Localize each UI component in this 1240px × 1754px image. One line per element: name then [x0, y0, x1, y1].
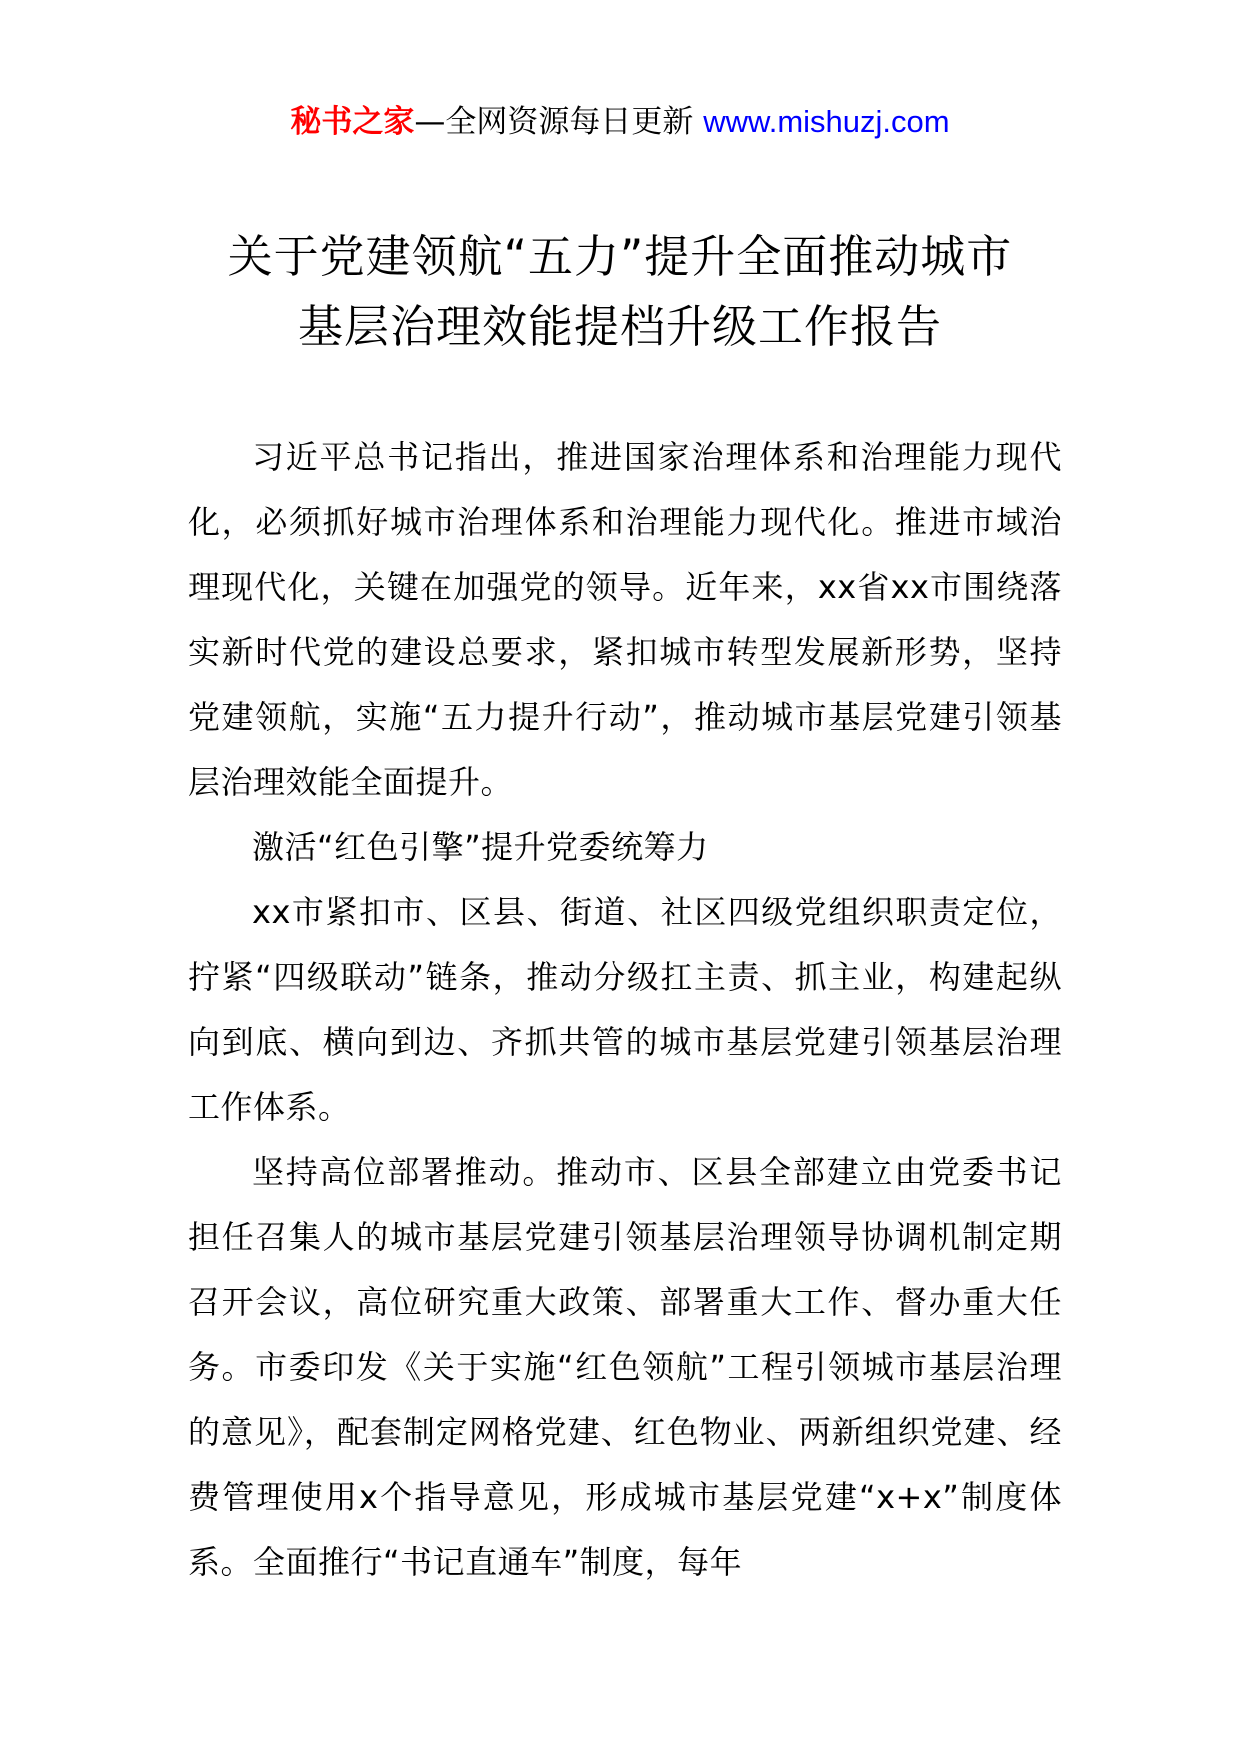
brand-name: 秘书之家: [290, 104, 415, 140]
title-line-2: 基层治理效能提档升级工作报告: [297, 300, 942, 353]
document-body: [188, 425, 1062, 1595]
header-tagline: —全网资源每日更新: [414, 104, 694, 140]
section-heading: 激活“红色引擎”提升党委统筹力: [252, 828, 709, 866]
page-header: [0, 100, 1240, 144]
site-url-link[interactable]: www.mishuzj.com: [703, 104, 950, 139]
document-title: [0, 222, 1240, 362]
title-line-1: 关于党建领航“五力”提升全面推动城市: [227, 230, 1013, 283]
body-paragraph: xx市紧扣市、区县、街道、社区四级党组织职责定位，拧紧“四级联动”链条，推动分级扛主责、抓主业，构建起纵向到底、横向到边、齐抓共管的城市基层党建引领基层治理工作体系。: [188, 893, 1062, 1126]
body-paragraph: 坚持高位部署推动。推动市、区县全部建立由党委书记担任召集人的城市基层党建引领基层治理领导协调机制定期召开会议，高位研究重大政策、部署重大工作、督办重大任务。市委印发《关于实施“红色领航”工程引领城市基层治理的意见》，配套制定网格党建、红色物业、两新组织党建、经费管理使用x个指导意见，形成城市基层党建“x+x”制度体系。全面推行“书记直通车”制度，每年: [188, 1153, 1062, 1581]
intro-paragraph: 习近平总书记指出，推进国家治理体系和治理能力现代化，必须抓好城市治理体系和治理能力现代化。推进市域治理现代化，关键在加强党的领导。近年来，xx省xx市围绕落实新时代党的建设总要求，紧扣城市转型发展新形势，坚持党建领航，实施“五力提升行动”，推动城市基层党建引领基层治理效能全面提升。: [188, 438, 1062, 801]
